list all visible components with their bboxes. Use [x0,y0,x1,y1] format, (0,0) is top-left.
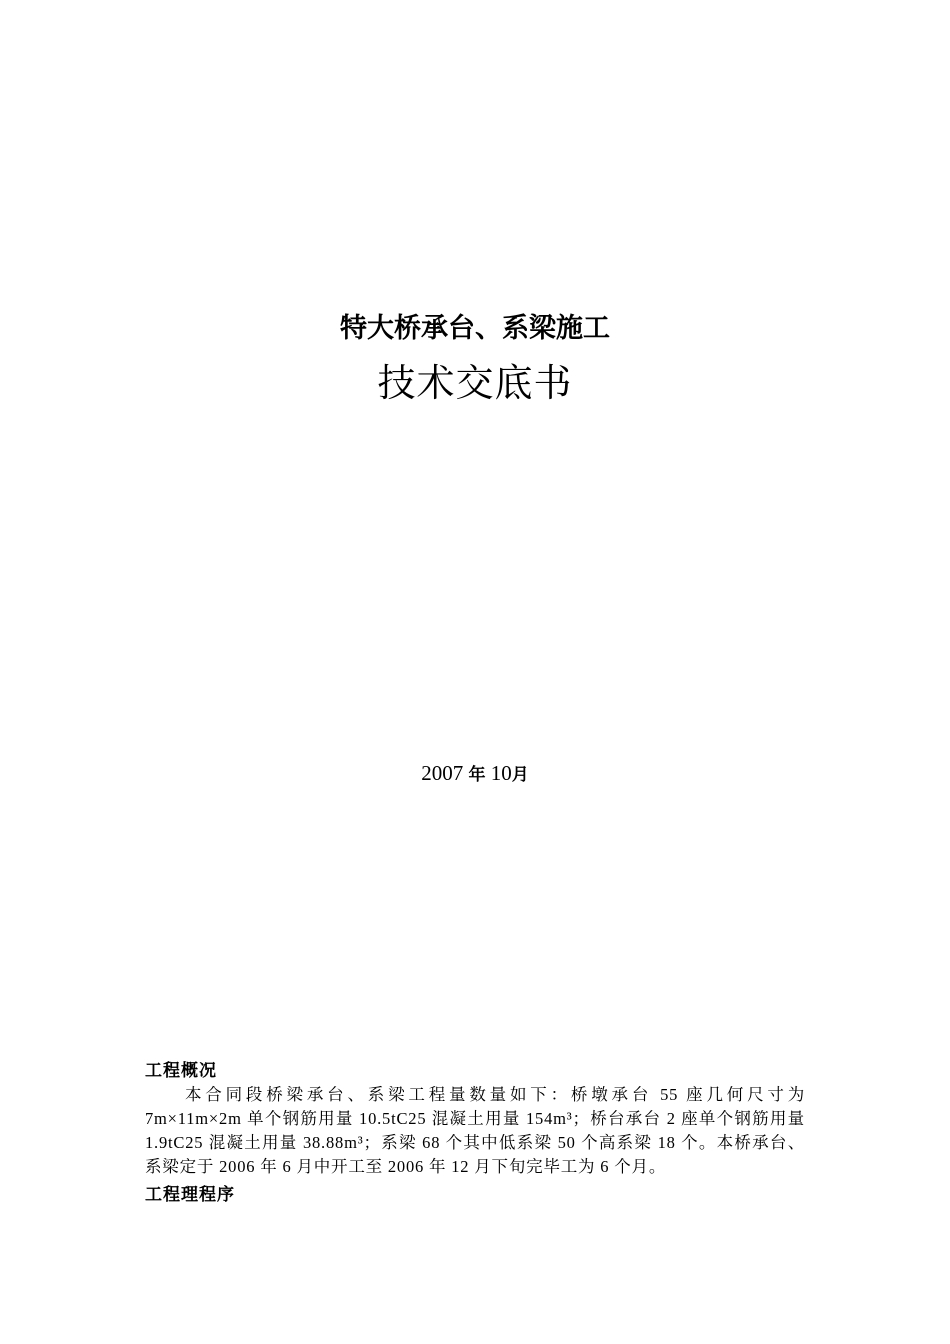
overview-paragraph: 本合同段桥梁承台、系梁工程量数量如下：桥墩承台 55 座几何尺寸为 7m×11m×2m 单个钢筋用量 10.5tC25 混凝土用量 154m³；桥台承台 2 座单个钢筋用量 1.9tC25 混凝土用量 38.88m³；系梁 68 个其中低系梁 50 个高系梁 18 个。本桥承台、系梁定于 2006 年 6 月中开工至 2006 年 12 月下旬完毕工为 6 个月。 [145,1085,805,1176]
date-year-char: 年 [468,765,486,785]
section-heading-overview: 工程概况 [145,1061,217,1081]
document-title-main: 特大桥承台、系梁施工 [340,313,610,344]
document-title-sub: 技术交底书 [377,361,573,405]
document-date [0,760,950,786]
date-month-char: 月 [511,765,529,785]
date-month: 10 [490,761,512,785]
date-year: 2007 [421,761,464,785]
section-heading-procedure: 工程理程序 [145,1185,235,1205]
